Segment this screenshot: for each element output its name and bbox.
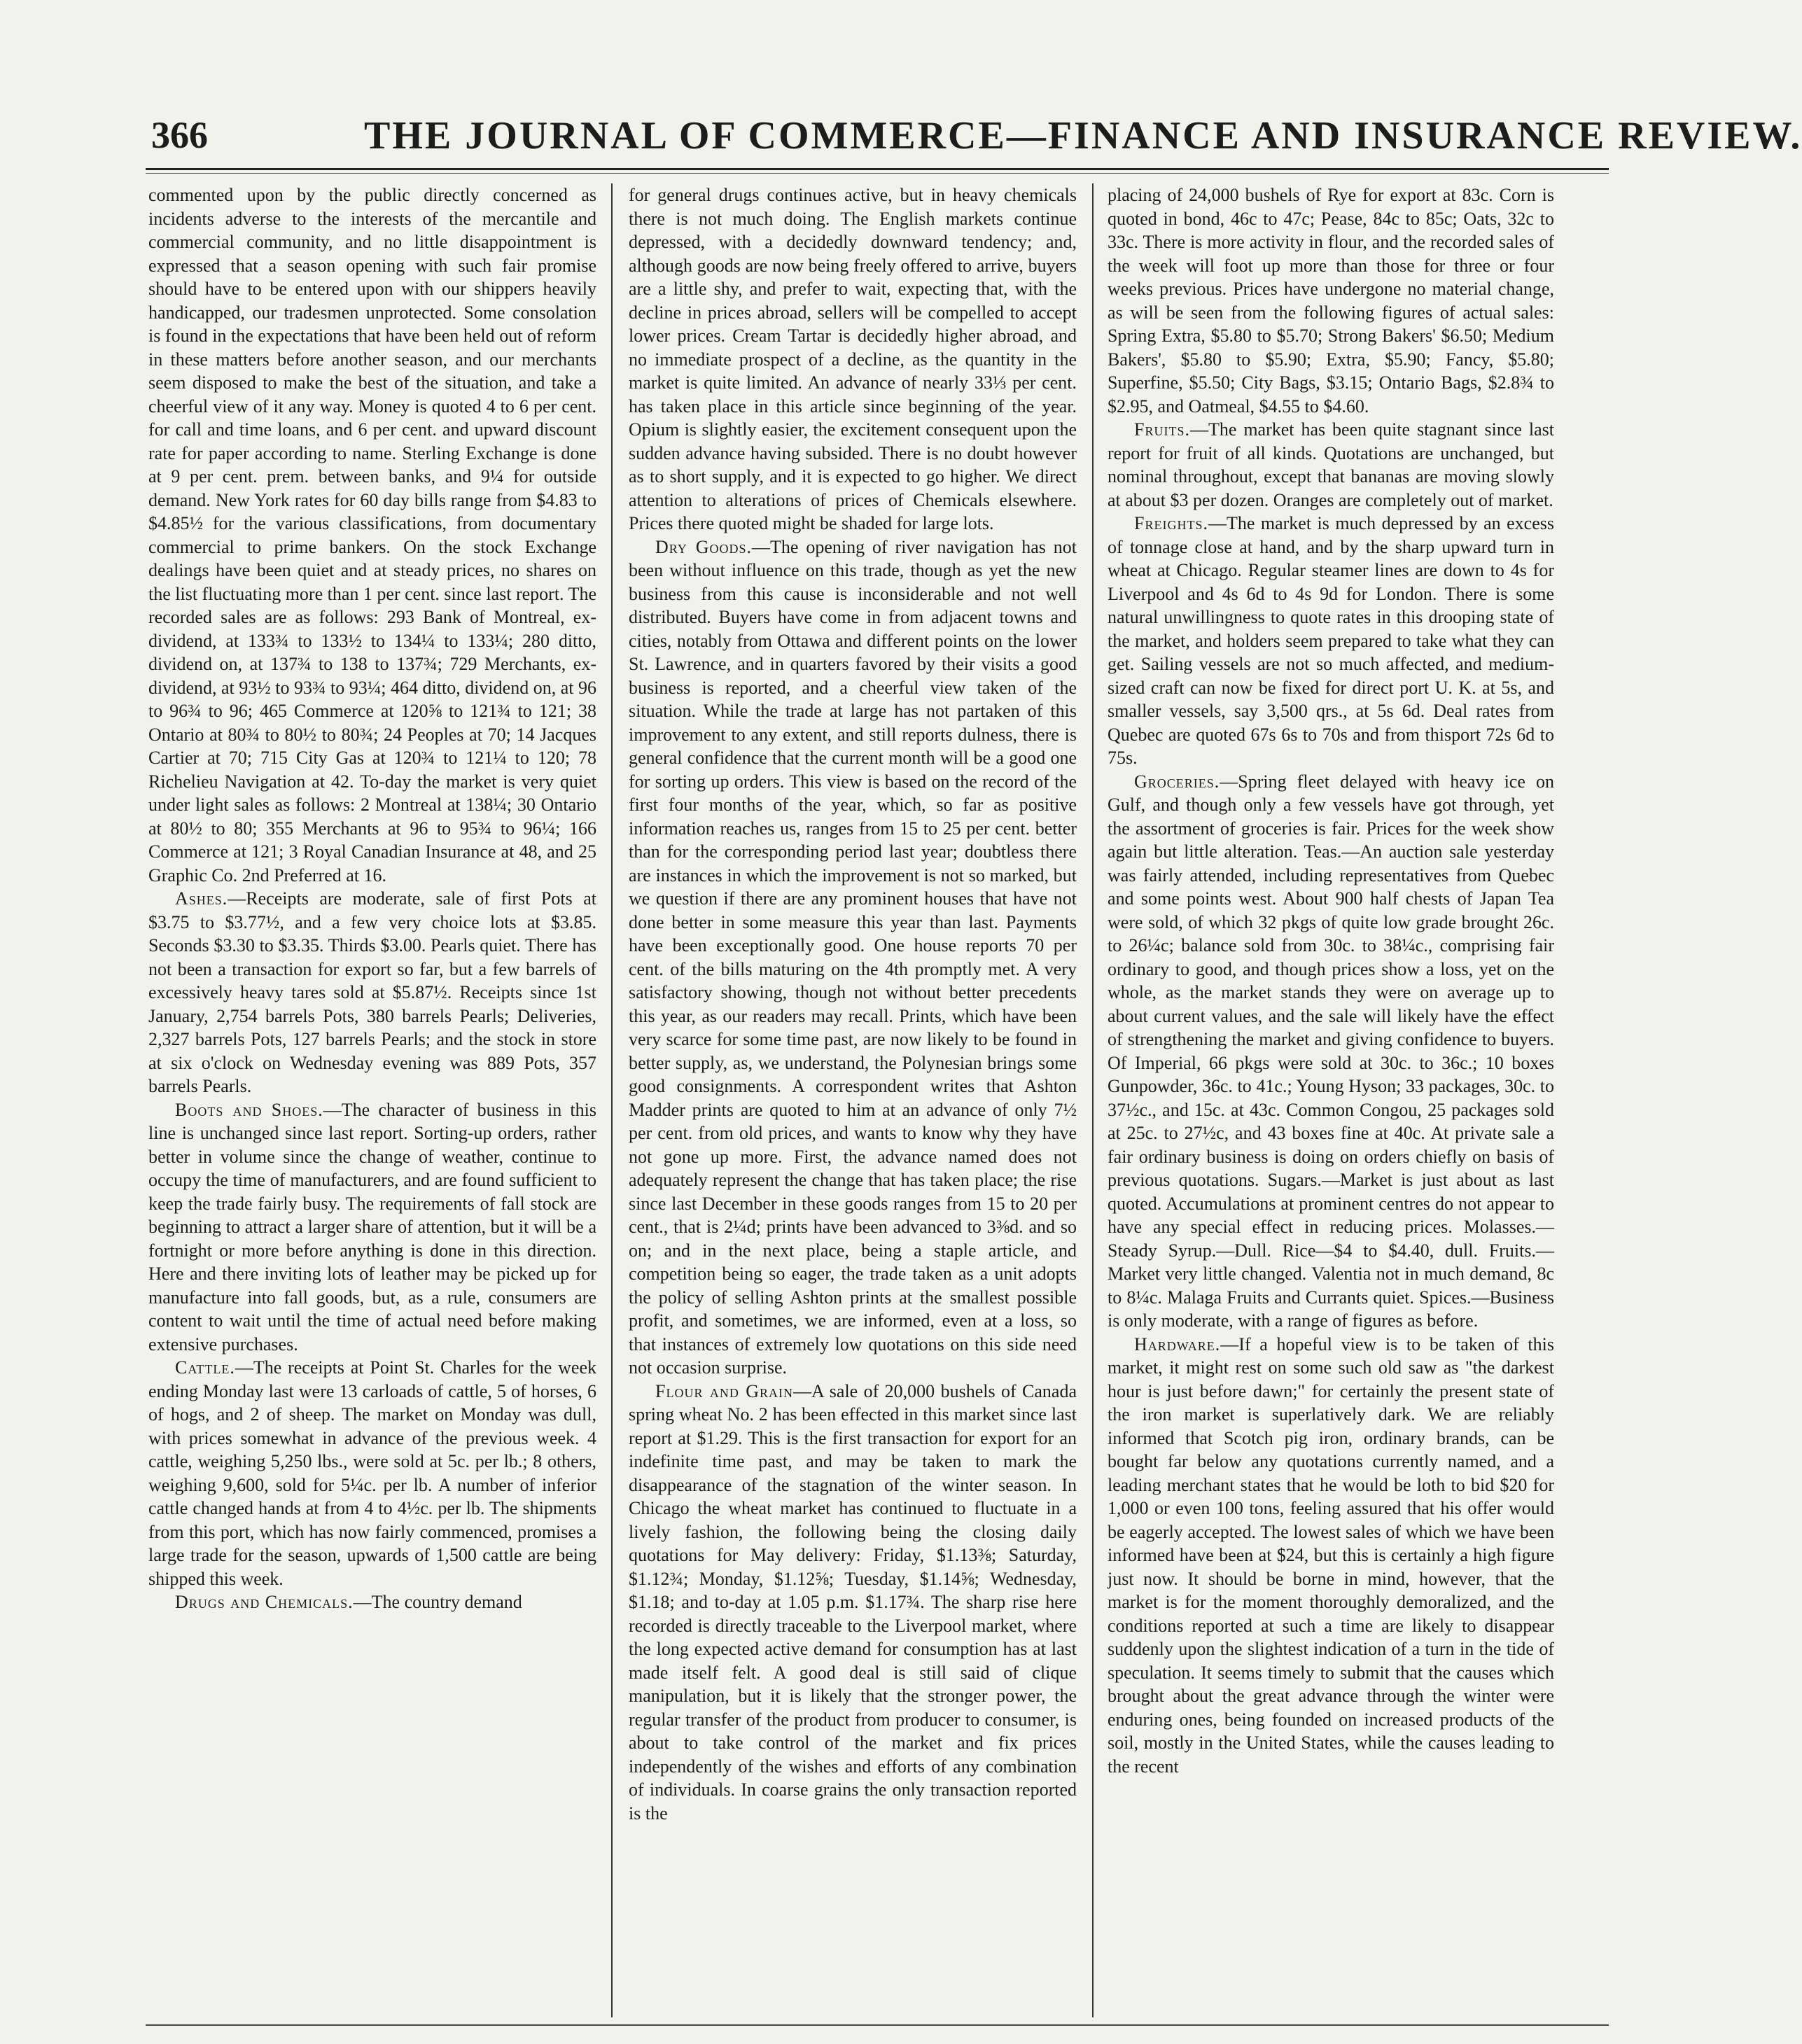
paragraph: [1108, 770, 1554, 1333]
paragraph-text: —Receipts are moderate, sale of first Pots at $3.75 to $3.77½, and a few very choice lots at $3.85. Seconds $3.30 to $3.35. Thirds $3.00. Pearls quiet. There has not been a transaction for export so far, but a few barrels of excessively heavy tares sold at $5.87½. Receipts since 1st January, 2,754 barrels Pots, 380 barrels Pearls; Deliveries, 2,327 barrels Pots, 127 barrels Pearls; and the stock in store at six o'clock on Wednesday evening was 889 Pots, 357 barrels Pearls.: [148, 888, 596, 1096]
paragraph-heading: Freights.: [1134, 513, 1208, 533]
paragraph-text: for general drugs continues active, but in heavy chemicals there is not much doing. The English markets continue depressed, with a decidedly downward tendency; and, although goods are now being freely offered to arrive, buyers are a little shy, and prefer to wait, expecting that, with the decline in prices abroad, sellers will be compelled to accept lower prices. Cream Tartar is decidedly higher abroad, and no immediate prospect of a decline, as the quantity in the market is quite limited. An advance of nearly 33⅓ per cent. has taken place in this article since beginning of the year. Opium is slightly easier, the excitement consequent upon the sudden advance having subsided. There is no doubt however as to short supply, and it is expected to go higher. We direct attention to alterations of prices of Chemicals elsewhere. Prices there quoted might be shaded for large lots.: [629, 185, 1077, 533]
paragraph-text: —A sale of 20,000 bushels of Canada spring wheat No. 2 has been effected in this market since last report at $1.29. This is the first transaction for export for an indefinite time past, and may be taken to mark the disappearance of the stagnation of the winter season. In Chicago the wheat market has continued to fluctuate in a lively fashion, the following being the closing daily quotations for May delivery: Friday, $1.13⅜; Saturday, $1.12¾; Monday, $1.12⅝; Tuesday, $1.14⅝; Wednesday, $1.18; and to-day at 1.05 p.m. $1.17¾. The sharp rise here recorded is directly traceable to the Liverpool market, where the long expected active demand for consumption has at last made itself felt. A good deal is still said of clique manipulation, but it is likely that the stronger power, the regular transfer of the product from producer to consumer, is about to take control of the market and fix prices independently of the wishes and efforts of any combination of individuals. In coarse grains the only transaction reported is the: [629, 1380, 1077, 1823]
paragraph-text: —The market has been quite stagnant since last report for fruit of all kinds. Quotations are unchanged, but nominal throughout, except that bananas are moving slowly at about $3 per dozen. Oranges are completely out of market.: [1108, 419, 1554, 510]
paragraph-heading: Cattle.: [175, 1357, 235, 1378]
page-number: 366: [151, 114, 208, 156]
header-rule-thin: [146, 173, 1609, 174]
paragraph-text: —The receipts at Point St. Charles for the week ending Monday last were 13 carloads of cattle, 5 of horses, 6 of hogs, and 2 of sheep. The market on Monday was dull, with prices somewhat in advance of the previous week. 4 cattle, weighing 5,250 lbs., were sold at 5c. per lb.; 8 others, weighing 9,600, sold for 5¼c. per lb. A number of inferior cattle changed hands at from 4 to 4½c. per lb. The shipments from this port, which has now fairly commenced, promises a large trade for the season, upwards of 1,500 cattle are being shipped this week.: [148, 1357, 596, 1589]
paragraph: [629, 183, 1077, 536]
header-rule: [146, 168, 1609, 170]
paragraph-text: —The opening of river navigation has not been without influence on this trade, though as yet the new business from this cause is inconsiderable and not well distributed. Buyers have come in from adjacent towns and cities, notably from Ottawa and different points on the lower St. Lawrence, and in quarters favored by their visits a good business is reported, and a cheerful view taken of the situation. While the trade at large has not partaken of this improvement to any extent, and still reports dulness, there is general confidence that the current month will be a good one for sorting up orders. This view is based on the record of the first four months of the year, which, so far as positive information reaches us, ranges from 15 to 25 per cent. better than for the corresponding period last year; doubtless there are instances in which the improvement is not so marked, but we question if there are any prominent houses that have not done better in some measure this year than last. Payments have been exceptionally good. One house reports 70 per cent. of the bills maturing on the 4th promptly met. A very satisfactory showing, though not without better precedents this year, as our readers may recall. Prints, which have been very scarce for some time past, are now likely to be found in better supply, as, we understand, the Polynesian brings some good consignments. A correspondent writes that Ashton Madder prints are quoted to him at an advance of only 7½ per cent. from old prices, and wants to know why they have not gone up more. First, the advance named does not adequately represent the change that has taken place; the rise since last December in these goods ranges from 15 to 20 per cent., that is 2¼d; prints have been advanced to 3⅜d. and so on; and in the next place, being a staple article, and competition being so eager, the trade taken as a unit adopts the policy of selling Ashton prints at the smallest possible profit, and sometimes, we are informed, even at a loss, so that instances of extremely low quotations on this side need not occasion surprise.: [629, 536, 1077, 1378]
paragraph-heading: Ashes.: [175, 888, 228, 909]
paragraph-heading: Flour and Grain: [655, 1380, 794, 1401]
paragraph: [629, 1380, 1077, 1826]
paragraph: [629, 536, 1077, 1380]
paragraph-heading: Hardware.: [1134, 1334, 1221, 1354]
paragraph: [1108, 418, 1554, 512]
paragraph-text: —The country demand: [353, 1592, 522, 1612]
paragraph-heading: Groceries.: [1134, 771, 1220, 792]
paragraph-text: commented upon by the public directly concerned as incidents adverse to the interests of the mercantile and commercial community, and no little disappointment is expressed that a season opening with such fair promise should have to be entered upon with our shippers heavily handicapped, our tradesmen unprotected. Some consolation is found in the expectations that have been held out of reform in these matters before another season, and our merchants seem disposed to make the best of the situation, and take a cheerful view of it any way. Money is quoted 4 to 6 per cent. for call and time loans, and 6 per cent. and upward discount rate for paper according to name. Sterling Exchange is done at 9 per cent. prem. between banks, and 9¼ for outside demand. New York rates for 60 day bills range from $4.83 to $4.85½ for the various classifications, from documentary commercial to prime bankers. On the stock Exchange dealings have been quiet and at steady prices, no shares on the list fluctuating more than 1 per cent. since last report. The recorded sales are as follows: 293 Bank of Montreal, ex-dividend, at 133¾ to 133½ to 134¼ to 133¼; 280 ditto, dividend on, at 137¾ to 138 to 137¾; 729 Merchants, ex-dividend, at 93½ to 93¾ to 93¼; 464 ditto, dividend on, at 96 to 96¾ to 96; 465 Commerce at 120⅝ to 121¾ to 121; 38 Ontario at 80¾ to 80½ to 80¾; 24 Peoples at 70; 14 Jacques Cartier at 70; 715 City Gas at 120¾ to 121¼ to 120; 78 Richelieu Navigation at 42. To-day the market is very quiet under light sales as follows: 2 Montreal at 138¼; 30 Ontario at 80½ to 80; 355 Merchants at 96 to 95¾ to 96¼; 166 Commerce at 121; 3 Royal Canadian Insurance at 48, and 25 Graphic Co. 2nd Preferred at 16.: [148, 185, 596, 886]
paragraph: [1108, 1333, 1554, 1779]
paragraph: [148, 183, 596, 887]
column-rule: [1092, 183, 1094, 2017]
column-rule: [611, 183, 613, 2017]
paragraph-heading: Dry Goods.: [655, 536, 752, 557]
paragraph: [1108, 183, 1554, 418]
paragraph-text: —The character of business in this line is unchanged since last report. Sorting-up orders, rather better in volume since the change of weather, continue to occupy the time of manufacturers, and are found sufficient to keep the trade fairly busy. The requirements of fall stock are beginning to attract a larger share of attention, but it will be a fortnight or more before anything is done in this direction. Here and there inviting lots of leather may be picked up for manufacture into fall goods, but, as a rule, consumers are content to wait until the time of actual need before making extensive purchases.: [148, 1099, 596, 1354]
paragraph-heading: Boots and Shoes.: [175, 1099, 323, 1120]
paragraph-text: placing of 24,000 bushels of Rye for export at 83c. Corn is quoted in bond, 46c to 47c; Pease, 84c to 85c; Oats, 32c to 33c. There is more activity in flour, and the recorded sales of the week will foot up more than those for three or four weeks previous. Prices have undergone no material change, as will be seen from the following figures of actual sales: Spring Extra, $5.80 to $5.70; Strong Bakers' $6.50; Medium Bakers', $5.80 to $5.90; Extra, $5.90; Fancy, $5.80; Superfine, $5.50; City Bags, $3.15; Ontario Bags, $2.8¾ to $2.95, and Oatmeal, $4.55 to $4.60.: [1108, 185, 1554, 416]
paragraph-text: —Spring fleet delayed with heavy ice on Gulf, and though only a few vessels have got through, yet the assortment of groceries is fair. Prices for the week show again but little alteration. Teas.—An auction sale yesterday was fairly attended, including representatives from Quebec and some points west. About 900 half chests of Japan Tea were sold, of which 32 pkgs of quite low grade brought 26c. to 26¼c; balance sold from 30c. to 38¼c., comprising fair ordinary to good, and though prices show a loss, yet on the whole, as the market stands they were on average up to about current values, and the sale will likely have the effect of strengthening the market and giving confidence to buyers. Of Imperial, 66 pkgs were sold at 30c. to 36c.; 10 boxes Gunpowder, 36c. to 41c.; Young Hyson; 33 packages, 30c. to 37½c., and 15c. at 43c. Common Congou, 25 packages sold at 25c. to 27½c, and 43 boxes fine at 40c. At private sale a fair ordinary business is doing on orders chiefly on basis of previous quotations. Sugars.—Market is just about as last quoted. Accumulations at prominent centres do not appear to have any special effect in reducing prices. Molasses.—Steady Syrup.—Dull. Rice—$4 to $4.40, dull. Fruits.—Market very little changed. Valentia not in much demand, 8c to 8¼c. Malaga Fruits and Currants quiet. Spices.—Business is only moderate, with a range of figures as before.: [1108, 771, 1554, 1331]
column-right: [1108, 183, 1554, 2017]
paragraph-heading: Fruits.: [1134, 419, 1190, 440]
paragraph: [148, 887, 596, 1098]
column-left: [148, 183, 596, 2017]
paragraph-text: —The market is much depressed by an excess of tonnage close at hand, and by the sharp upward turn in wheat at Chicago. Regular steamer lines are down to 4s for Liverpool and 4s 6d to 4s 9d for London. There is some natural unwillingness to quote rates in this drooping state of the market, and holders seem prepared to take what they can get. Sailing vessels are not so much affected, and medium-sized craft can now be fixed for direct port U. K. at 5s, and smaller vessels, say 3,500 qrs., at 5s 6d. Deal rates from Quebec are quoted 67s 6s to 70s and from thisport 72s 6d to 75s.: [1108, 513, 1554, 768]
paragraph: [148, 1098, 596, 1357]
paragraph: [1108, 512, 1554, 770]
running-title: THE JOURNAL OF COMMERCE—FINANCE AND INSURANCE REVIEW.: [364, 114, 1802, 158]
paragraph: [148, 1590, 596, 1614]
column-middle: [629, 183, 1077, 2017]
paragraph-heading: Drugs and Chemicals.: [175, 1592, 354, 1612]
paragraph: [148, 1356, 596, 1590]
paragraph-text: —If a hopeful view is to be taken of this market, it might rest on some such old saw as "the darkest hour is just before dawn;" for certainly the present state of the iron market is superlatively dark. We are reliably informed that Scotch pig iron, ordinary brands, can be bought far below any quotations currently named, and a leading merchant states that he would be loth to bid $20 for 1,000 or even 100 tons, feeling assured that his offer would be eagerly accepted. The lowest sales of which we have been informed have been at $24, but this is certainly a high figure just now. It should be borne in mind, however, that the market is for the moment thoroughly demoralized, and the conditions reported at such a time are likely to disappear suddenly upon the slightest indication of a turn in the tide of speculation. It seems timely to submit that the causes which brought about the great advance through the winter were enduring ones, being founded on increased products of the soil, mostly in the United States, while the causes leading to the recent: [1108, 1334, 1554, 1777]
bottom-rule: [146, 2024, 1609, 2026]
